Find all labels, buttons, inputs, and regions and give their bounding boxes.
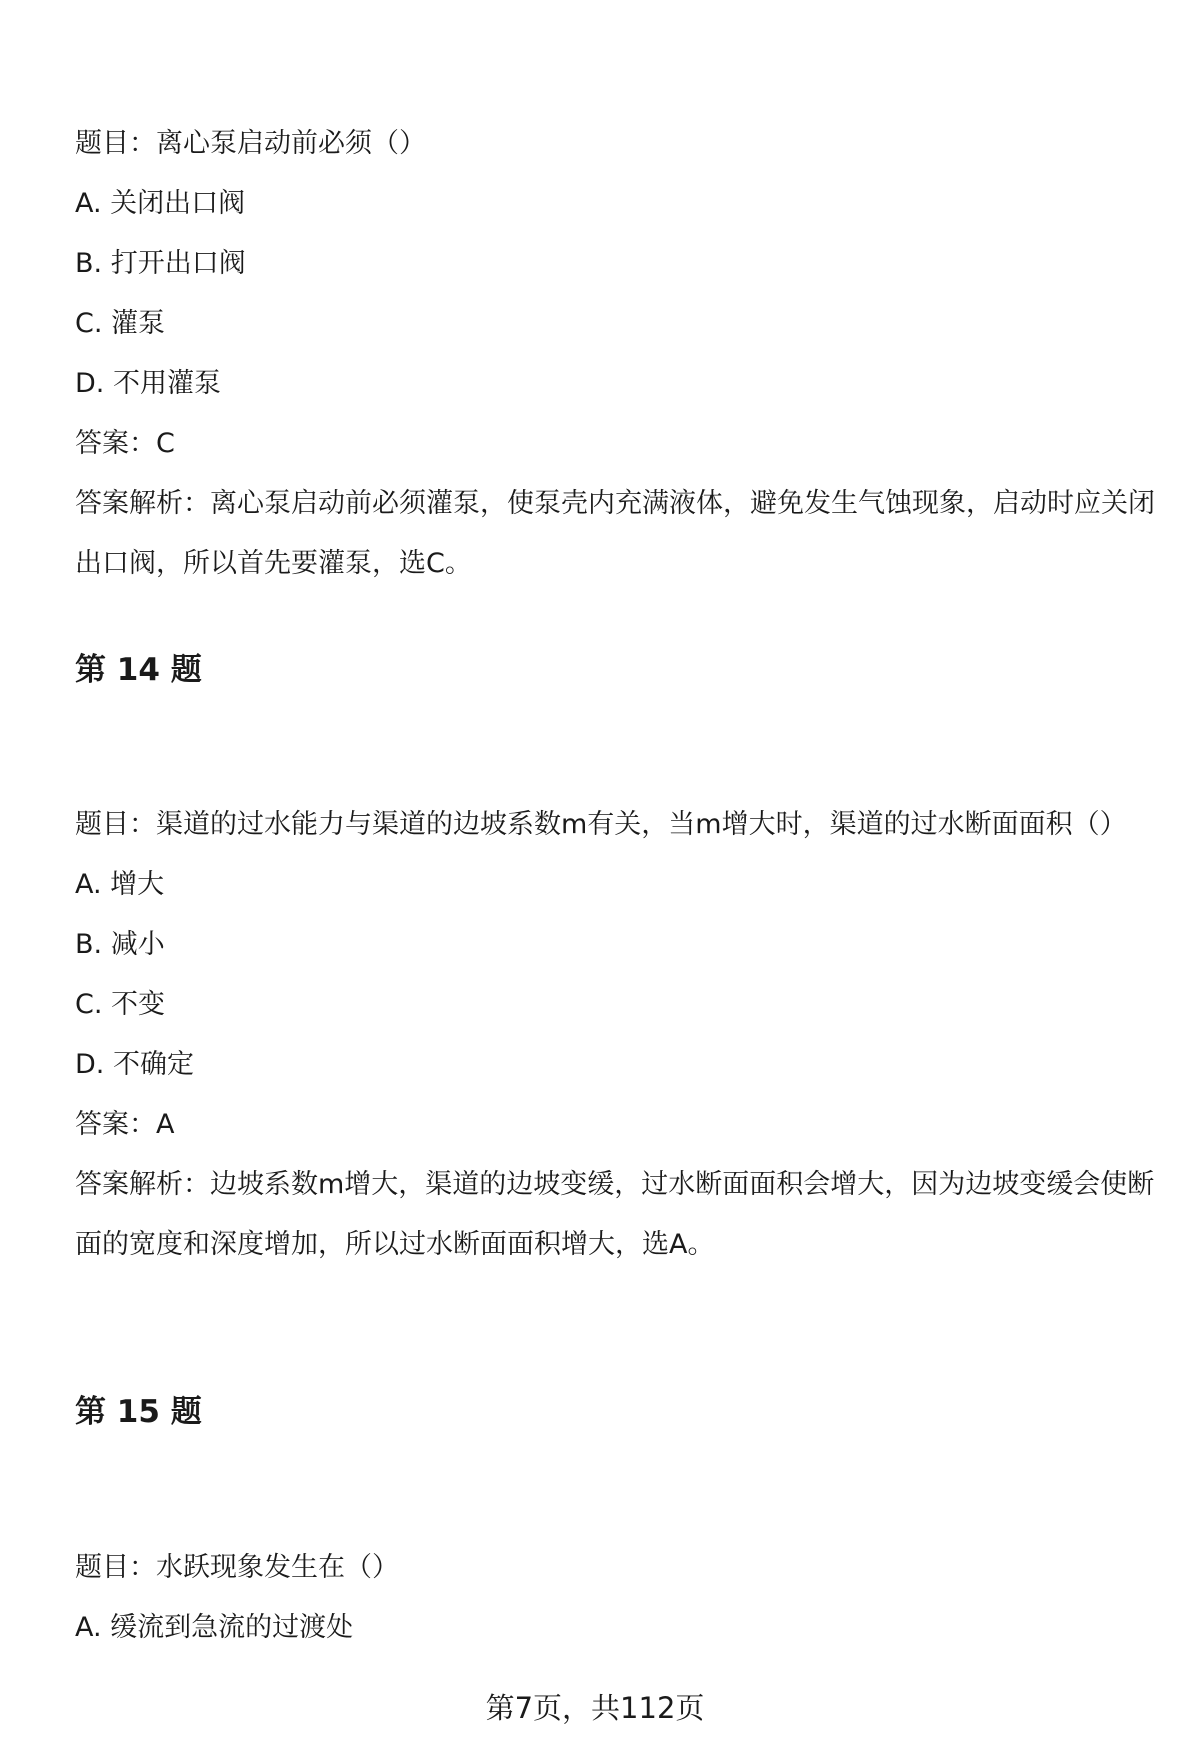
question-14-heading-block [75,640,1160,700]
option-c: C. 灌泵 [75,308,166,339]
question-heading: 第 15 题 [75,1394,202,1430]
option-d: D. 不确定 [75,1049,194,1080]
question-15 [75,1538,1160,1658]
question-stem: 题目：离心泵启动前必须（） [75,128,426,159]
answer-analysis: 答案解析：离心泵启动前必须灌泵，使泵壳内充满液体，避免发生气蚀现象，启动时应关闭出口阀，所以首先要灌泵，选C。 [75,488,1155,579]
question-stem: 题目：水跃现象发生在（） [75,1552,399,1583]
option-a: A. 增大 [75,869,165,900]
option-d: D. 不用灌泵 [75,368,221,399]
question-14 [75,795,1160,1275]
page-number: 第7页，共112页 [485,1691,705,1725]
option-a: A. 缓流到急流的过渡处 [75,1612,354,1643]
answer-analysis: 答案解析：边坡系数m增大，渠道的边坡变缓，过水断面面积会增大，因为边坡变缓会使断面的宽度和深度增加，所以过水断面面积增大，选A。 [75,1169,1155,1260]
question-heading: 第 14 题 [75,652,202,688]
question-stem: 题目：渠道的过水能力与渠道的边坡系数m有关，当m增大时，渠道的过水断面面积（） [75,809,1127,840]
answer: 答案：A [75,1109,175,1140]
answer: 答案：C [75,428,175,459]
option-b: B. 减小 [75,929,165,960]
question-13 [75,114,1160,594]
option-a: A. 关闭出口阀 [75,188,246,219]
option-c: C. 不变 [75,989,166,1020]
option-b: B. 打开出口阀 [75,248,246,279]
question-15-heading-block [75,1382,1160,1442]
